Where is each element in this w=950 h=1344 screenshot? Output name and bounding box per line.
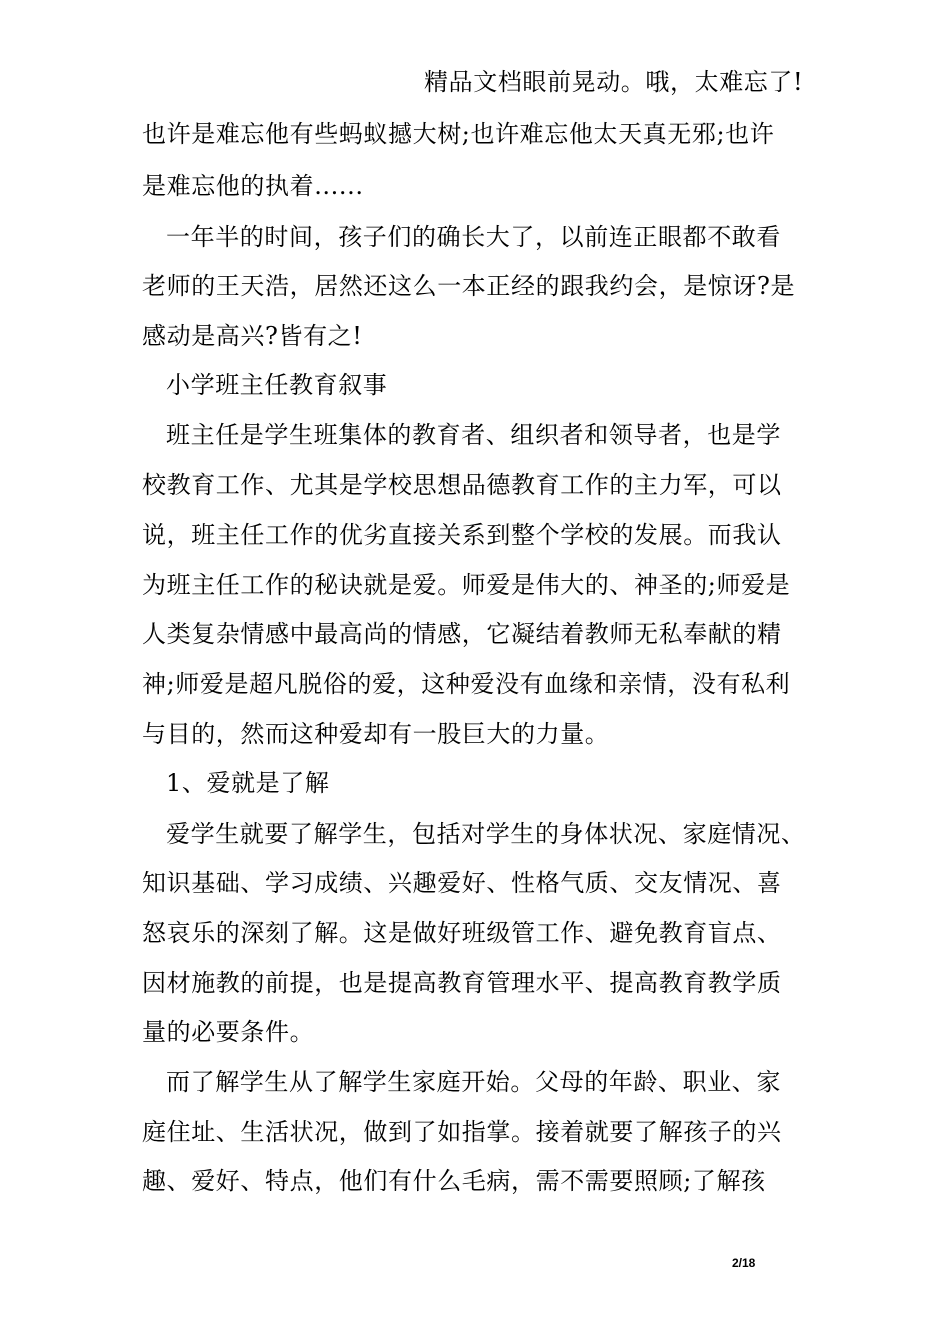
text-line: 知识基础、学习成绩、兴趣爱好、性格气质、交友情况、喜 xyxy=(142,869,782,897)
section-heading: 1、爱就是了解 xyxy=(166,769,330,797)
text-line: 量的必要条件。 xyxy=(142,1018,315,1046)
paragraph-line: 班主任是学生班集体的教育者、组织者和领导者，也是学 xyxy=(166,421,781,449)
text-line: 校教育工作、尤其是学校思想品德教育工作的主力军，可以 xyxy=(142,471,782,499)
paragraph-line: 一年半的时间，孩子们的确长大了，以前连正眼都不敢看 xyxy=(166,223,781,251)
text-line: 庭住址、生活状况，做到了如指掌。接着就要了解孩子的兴 xyxy=(142,1118,782,1146)
paragraph-line: 而了解学生从了解学生家庭开始。父母的年龄、职业、家 xyxy=(166,1068,781,1096)
paragraph-line: 爱学生就要了解学生，包括对学生的身体状况、家庭情况、 xyxy=(166,820,806,848)
text-line: 为班主任工作的秘诀就是爱。师爱是伟大的、神圣的;师爱是 xyxy=(142,571,791,599)
page-number: 2/18 xyxy=(732,1256,756,1270)
text-line: 精品文档眼前晃动。哦，太难忘了! xyxy=(424,68,804,96)
text-line: 与目的，然而这种爱却有一股巨大的力量。 xyxy=(142,720,610,748)
text-line: 是难忘他的执着...... xyxy=(142,172,364,200)
text-line: 说，班主任工作的优劣直接关系到整个学校的发展。而我认 xyxy=(142,521,782,549)
text-line: 因材施教的前提，也是提高教育管理水平、提高教育教学质 xyxy=(142,969,782,997)
section-heading: 小学班主任教育叙事 xyxy=(166,371,388,399)
text-line: 人类复杂情感中最高尚的情感，它凝结着教师无私奉献的精 xyxy=(142,620,782,648)
text-line: 感动是高兴?皆有之! xyxy=(142,322,363,350)
text-line: 也许是难忘他有些蚂蚁撼大树;也许难忘他太天真无邪;也许 xyxy=(142,120,775,148)
text-line: 趣、爱好、特点，他们有什么毛病，需不需要照顾;了解孩 xyxy=(142,1167,766,1195)
text-line: 怒哀乐的深刻了解。这是做好班级管工作、避免教育盲点、 xyxy=(142,919,782,947)
text-line: 神;师爱是超凡脱俗的爱，这种爱没有血缘和亲情，没有私利 xyxy=(142,670,791,698)
text-line: 老师的王天浩，居然还这么一本正经的跟我约会，是惊讶?是 xyxy=(142,272,796,300)
